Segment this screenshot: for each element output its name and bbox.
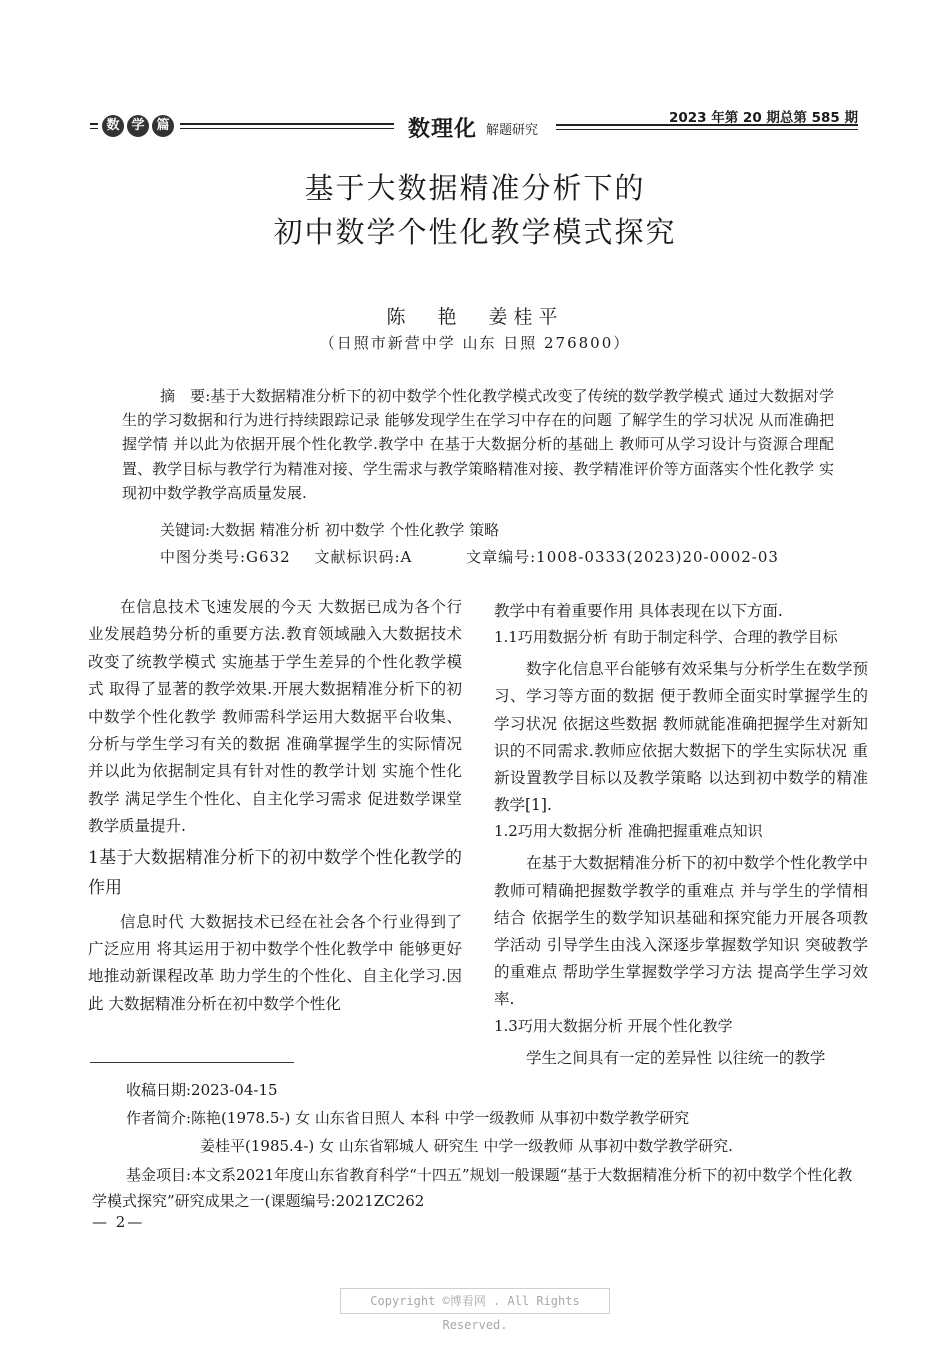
header-rule-left-a bbox=[90, 123, 98, 125]
journal-brand-sub: 解题研究 bbox=[486, 123, 539, 138]
subsection-heading-1-1: 1.1巧用数据分析 有助于制定科学、合理的教学目标 bbox=[494, 628, 838, 647]
footnote-rule bbox=[90, 1062, 294, 1063]
page-number: — 2— bbox=[92, 1213, 145, 1231]
abstract: 摘 要:基于大数据精准分析下的初中数学个性化教学模式改变了传统的数学教学模式 通过大数据对学生的学习数据和行为进行持续跟踪记录 能够发现学生在学习中存在的问题 了解学生的学习状况 从而准确把握学情 并以此为依据开展个性化教学.教学中 在基于大数据分析的基础上 教师可从学习设计与资源合理配置、教学目标与教学行为精准对接、学生需求与教学策略精准对接、教学精准评价等方面落实个性化教学 实现初中数学教学高质量发展. bbox=[122, 387, 834, 502]
subsection-1-3-paragraph: 学生之间具有一定的差异性 以往统一的教学 bbox=[526, 1048, 826, 1067]
body-left-column bbox=[88, 594, 462, 1018]
section-seal-1: 数 bbox=[102, 115, 124, 137]
classification-line bbox=[160, 546, 797, 567]
paper-title-line-2: 初中数学个性化教学模式探究 bbox=[273, 215, 677, 249]
header-rule-mid-b bbox=[180, 128, 394, 129]
paper-title-line-1: 基于大数据精准分析下的 bbox=[304, 171, 646, 205]
fund-info: 基金项目:本文系2021年度山东省教育科学“十四五”规划一般课题“基于大数据精准分析下的初中数学个性化教学模式探究”研究成果之一(课题编号:2021ZC262 bbox=[92, 1166, 853, 1210]
subsection-1-1-paragraph: 数字化信息平台能够有效采集与分析学生在数学预习、学习等方面的数据 便于教师全面实时掌握学生的学习状况 依据这些数据 教师就能准确把握学生对新知识的不同需求.教师应依据大数据下的学生实际状况 重新设置教学目标以及教学策略 以达到初中数学的精准教学[1]. bbox=[494, 660, 868, 815]
subsection-heading-1-2: 1.2巧用大数据分析 准确把握重难点知识 bbox=[494, 822, 763, 841]
copyright-watermark: Copyright ©博看网 . All Rights Reserved. bbox=[340, 1288, 610, 1314]
article-number: 文章编号:1008-0333(2023)20-0002-03 bbox=[466, 548, 779, 566]
continued-paragraph: 教学中有着重要作用 具体表现在以下方面. bbox=[494, 602, 783, 620]
section-1-paragraph: 信息时代 大数据技术已经在社会各个行业得到了广泛应用 将其运用于初中数学个性化教学中 能够更好地推动新课程改革 助力学生的个性化、自主化学习.因此 大数据精准分析在初中数学个性化 bbox=[88, 912, 462, 1013]
keywords: 关键词:大数据 精准分析 初中数学 个性化教学 策略 bbox=[160, 521, 500, 539]
header-rule-right-b bbox=[556, 129, 858, 130]
section-seal-2: 学 bbox=[127, 115, 149, 137]
subsection-heading-1-3: 1.3巧用大数据分析 开展个性化教学 bbox=[494, 1016, 733, 1035]
journal-brand: 数理化 bbox=[408, 117, 478, 142]
clc-number: 中图分类号:G632 bbox=[160, 548, 291, 566]
issue-info: 2023 年第 20 期总第 585 期 bbox=[668, 110, 858, 126]
author-intro-1: 作者简介:陈艳(1978.5-) 女 山东省日照人 本科 中学一级教师 从事初中数学教学研究 bbox=[126, 1109, 690, 1127]
section-heading-1: 1基于大数据精准分析下的初中数学个性化教学的作用 bbox=[88, 847, 462, 898]
authors: 陈 艳 姜桂平 bbox=[386, 306, 564, 328]
body-right-column bbox=[494, 598, 868, 1072]
header-rule-left-b bbox=[90, 128, 98, 129]
subsection-1-2-paragraph: 在基于大数据精准分析下的初中数学个性化教学中 教师可精确把握数学教学的重难点 并与学生的学情相结合 依据学生的数学知识基础和探究能力开展各项教学活动 引导学生由浅入深逐步掌握数学知识 突破教学的重难点 帮助学生掌握数学学习方法 提高学生学习效率. bbox=[494, 854, 868, 1009]
author-intro-2: 姜桂平(1985.4-) 女 山东省郓城人 研究生 中学一级教师 从事初中数学教学研究. bbox=[200, 1137, 733, 1155]
affiliation: （日照市新营中学 山东 日照 276800） bbox=[319, 334, 631, 352]
header-rule-mid-a bbox=[180, 123, 394, 125]
received-date: 收稿日期:2023-04-15 bbox=[126, 1081, 278, 1099]
intro-paragraph: 在信息技术飞速发展的今天 大数据已成为各个行业发展趋势分析的重要方法.教育领域融入大数据技术 改变了统教学模式 实施基于学生差异的个性化教学模式 取得了显著的教学效果.开展大数据精准分析下的初中数学个性化教学 教师需科学运用大数据平台收集、分析与学生学习有关的数据 准确掌握学生的实际情况 并以此为依据制定具有针对性的教学计划 实施个性化教学 满足学生个性化、自主化学习需求 促进数学课堂教学质量提升. bbox=[88, 598, 462, 836]
document-code: 文献标识码:A bbox=[314, 548, 413, 566]
section-seal-3: 篇 bbox=[152, 115, 174, 137]
